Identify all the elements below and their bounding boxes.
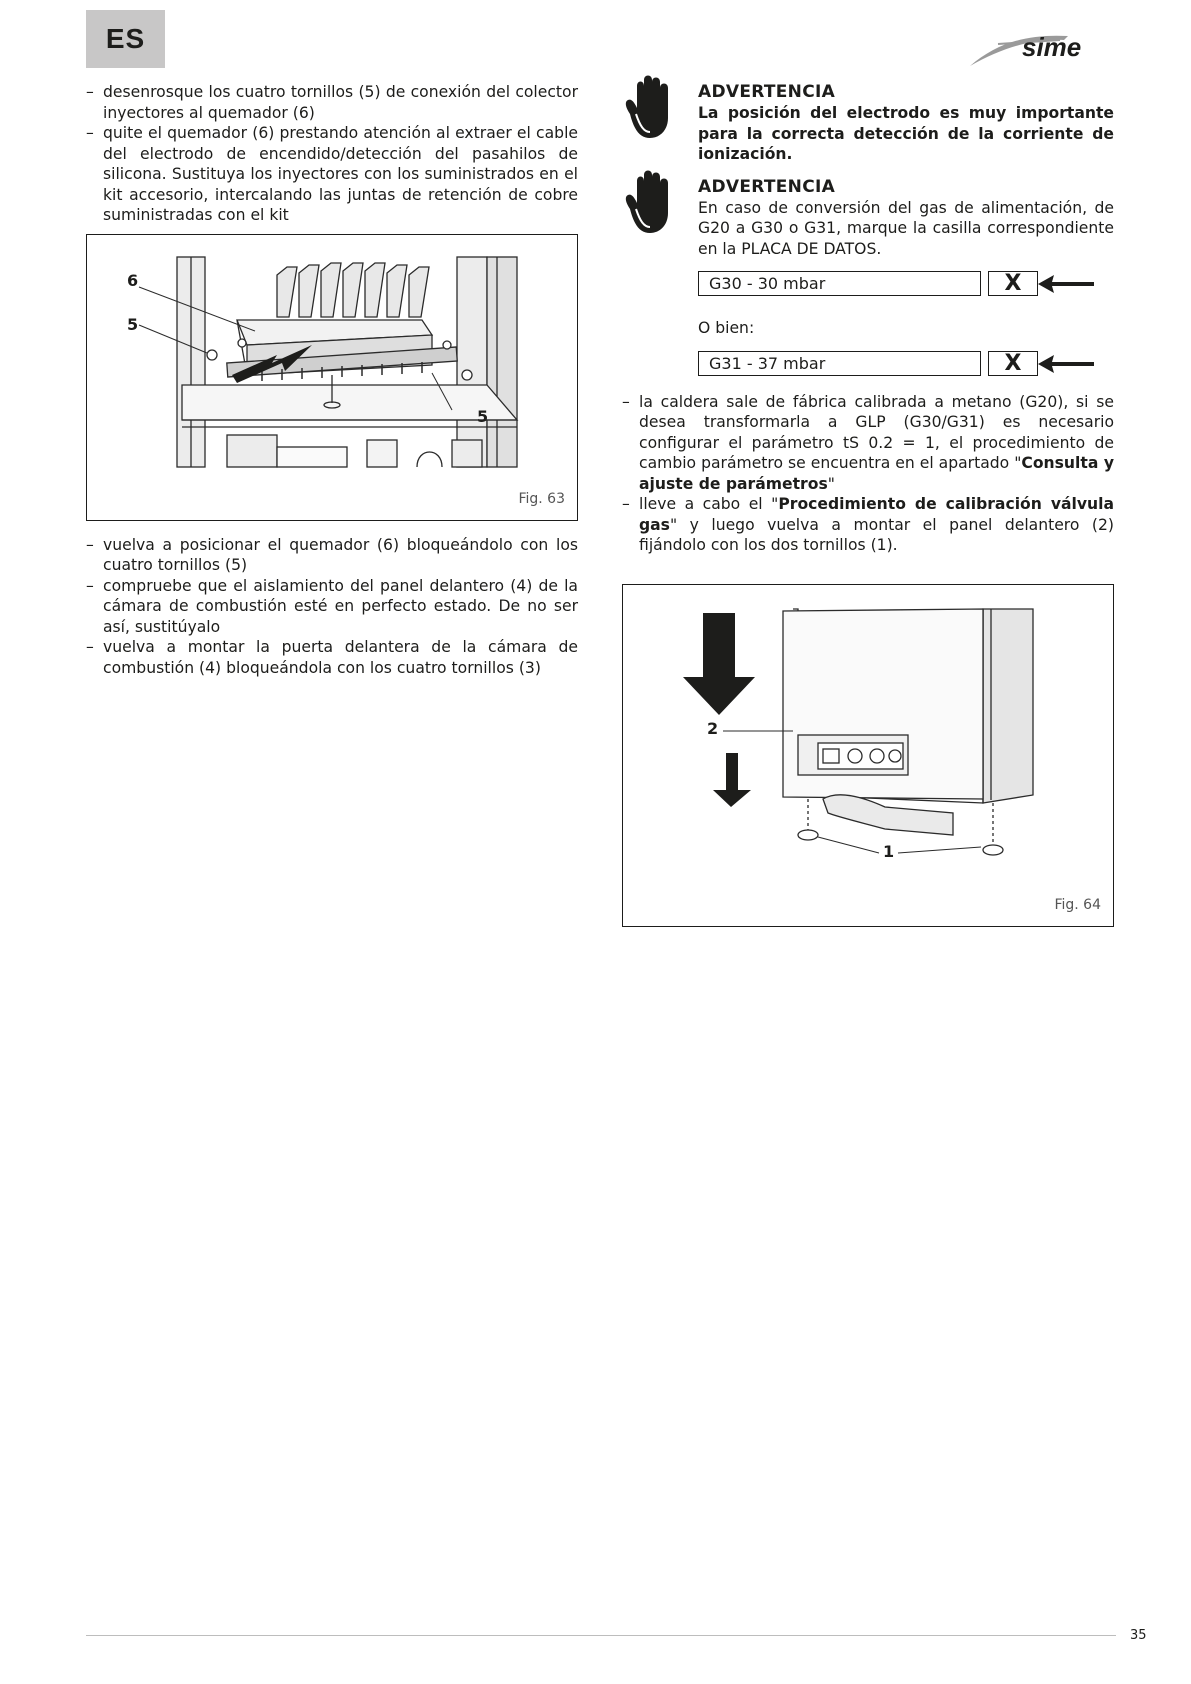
warning-text: En caso de conversión del gas de alimentación, de G20 a G30 o G31, marque la casilla correspondiente en la PLACA DE DATOS. [698, 198, 1114, 258]
figure-caption: Fig. 63 [518, 491, 565, 507]
arrow-left-icon [1038, 353, 1094, 375]
list-item: – vuelva a montar la puerta delantera de la cámara de combustión (4) bloqueándola con los cuatro tornillos (3) [86, 637, 578, 678]
front-panel-illustration [623, 585, 1113, 926]
list-item: – vuelva a posicionar el quemador (6) bloqueándolo con los cuatro tornillos (5) [86, 535, 578, 576]
svg-text:sime: sime [1022, 32, 1082, 62]
warning-block [622, 82, 1114, 165]
instruction-list-1 [86, 82, 578, 226]
label-1: 1 [883, 841, 895, 861]
label-5: 5 [127, 314, 139, 334]
gas-option-g31 [698, 351, 1114, 378]
mark-x: X [1004, 271, 1022, 296]
arrow-left-icon [1038, 273, 1094, 295]
figure-64 [622, 584, 1114, 927]
warning-title: ADVERTENCIA [698, 82, 836, 102]
list-item-bold: Procedimiento de calibración válvula gas [639, 495, 1114, 534]
warning-block [622, 177, 1114, 260]
label-5: 5 [477, 406, 489, 426]
list-item-text: " y luego vuelva a montar el panel delantero (2) fijándolo con los dos tornillos (1). [639, 515, 1114, 554]
hand-stop-icon [622, 169, 682, 235]
burner-illustration [87, 235, 577, 520]
list-item: – desenrosque los cuatro tornillos (5) de conexión del colector inyectores al quemador (6) [86, 82, 578, 123]
sime-logo [968, 22, 1116, 72]
warning-text: La posición del electrodo es muy importante para la correcta detección de la corriente de ionización. [698, 104, 1114, 163]
hand-stop-icon [622, 74, 682, 140]
mark-x: X [1004, 350, 1022, 376]
list-item: – quite el quemador (6) prestando atención al extraer el cable del electrodo de encendido/detección del pasahilos de silicona. Sustituya los inyectores con los suministrados en el kit accesorio, intercalando las juntas de retención de cobre suministradas con el kit [86, 123, 578, 226]
list-item [622, 494, 1114, 556]
label-6: 6 [127, 270, 139, 290]
gas-label-box: G30 - 30 mbar [698, 271, 981, 296]
warning-title: ADVERTENCIA [698, 176, 836, 197]
list-item-bold: Consulta y ajuste de parámetros [639, 454, 1114, 493]
page-number: 35 [1130, 1628, 1147, 1643]
list-item: – compruebe que el aislamiento del panel delantero (4) de la cámara de combustión esté en perfecto estado. De no ser así, sustitúyalo [86, 576, 578, 638]
list-item-text: lleve a cabo el " [639, 495, 779, 513]
left-column [86, 82, 578, 678]
instruction-list-2 [86, 535, 578, 679]
or-text: O bien: [698, 319, 755, 337]
checkbox-marked [988, 351, 1038, 376]
language-tab: ES [86, 10, 165, 68]
gas-option-g30 [698, 271, 1114, 298]
list-item [622, 392, 1114, 495]
list-item-text: " [827, 474, 835, 493]
figure-caption: Fig. 64 [1054, 897, 1101, 913]
list-item-text: la caldera sale de fábrica calibrada a metano (G20), si se desea transformarla a GLP (G30/G31) es necesario configurar el parámetro tS 0.2 = 1, el procedimiento de cambio parámetro se encuentra en el apartado " [639, 392, 1114, 472]
instruction-list-3 [622, 392, 1114, 556]
gas-label-box: G31 - 37 mbar [698, 351, 981, 376]
figure-63 [86, 234, 578, 521]
checkbox-marked [988, 271, 1038, 296]
footer-divider [86, 1635, 1116, 1636]
label-2: 2 [707, 718, 719, 738]
right-column [622, 82, 1114, 927]
